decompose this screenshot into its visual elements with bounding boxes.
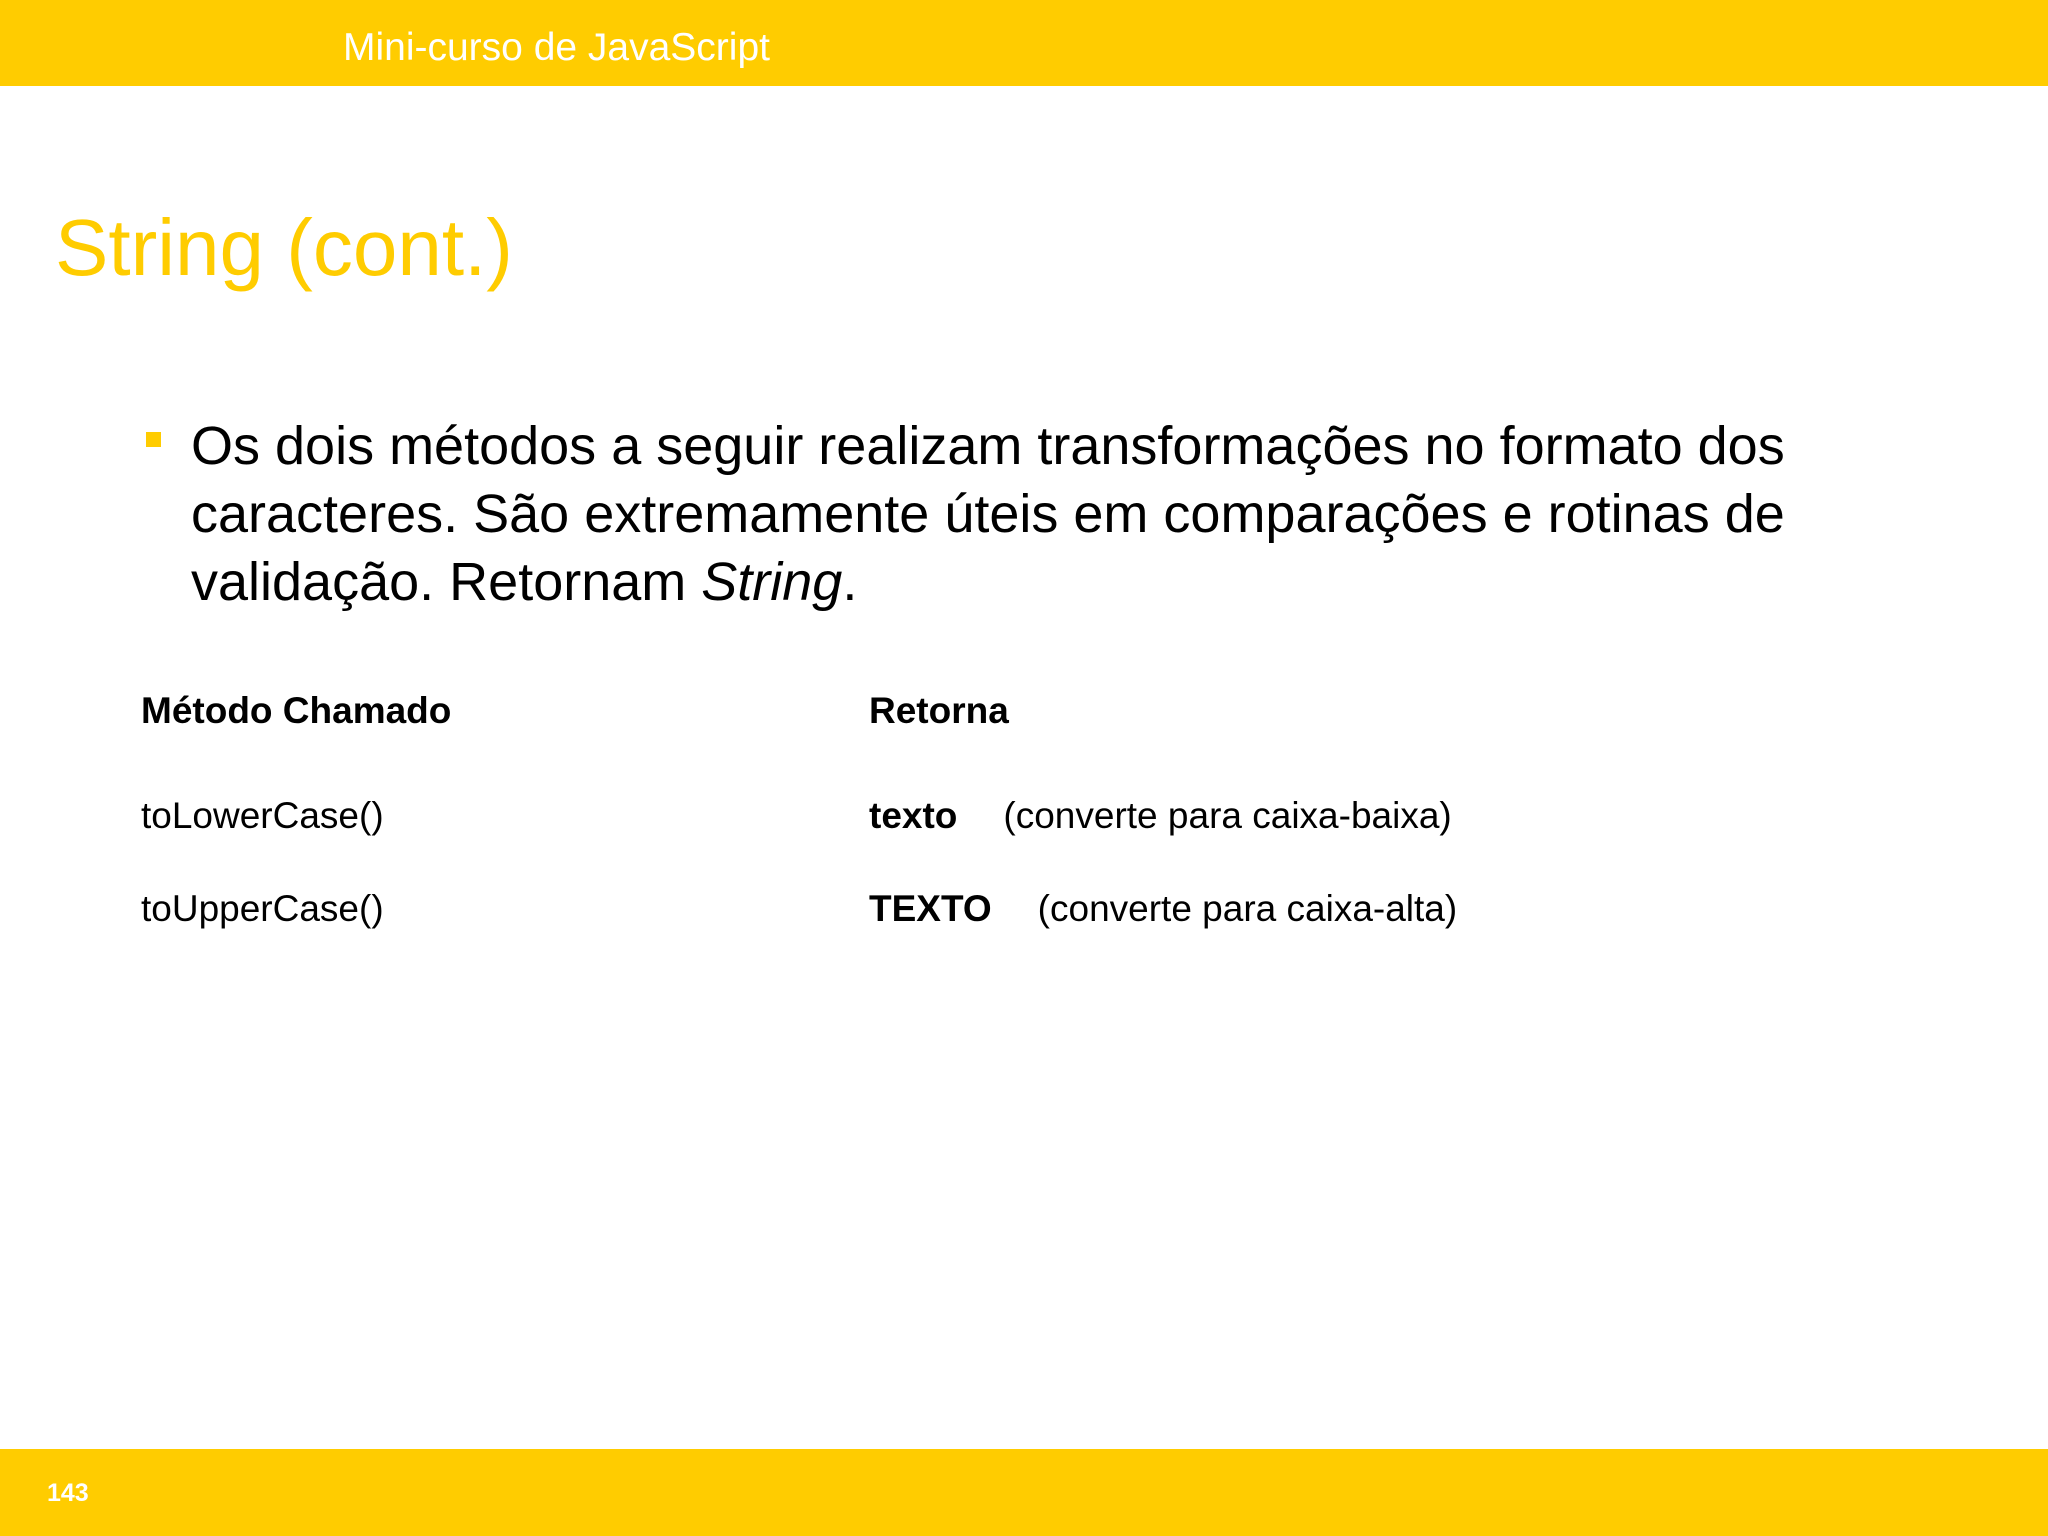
method-column-header: Método Chamado <box>141 690 452 731</box>
return-cell-lowercase <box>869 794 1452 838</box>
bottom-bar <box>0 1449 2048 1536</box>
return-value: TEXTO <box>869 888 992 929</box>
slide-title: String (cont.) <box>55 203 513 292</box>
returns-column-header: Retorna <box>869 690 1009 731</box>
top-bar <box>0 0 2048 86</box>
bullet-text-emphasis: String <box>701 552 843 612</box>
return-description: (converte para caixa-alta) <box>1037 888 1458 929</box>
bullet-text-end: . <box>842 552 858 612</box>
return-value: texto <box>869 795 958 836</box>
page-number: 143 <box>47 1479 89 1507</box>
bullet-text <box>191 412 1911 616</box>
return-description: (converte para caixa-baixa) <box>1003 795 1452 836</box>
bullet-text-main: Os dois métodos a seguir realizam transformações no formato dos caracteres. São extremamente úteis em comparações e rotinas de validação. Retornam <box>191 416 1785 612</box>
method-cell-lowercase: toLowerCase() <box>141 795 384 836</box>
course-title: Mini-curso de JavaScript <box>343 26 770 69</box>
return-cell-uppercase <box>869 887 1457 931</box>
method-cell-uppercase: toUpperCase() <box>141 888 384 929</box>
bullet-square-icon <box>146 432 161 447</box>
